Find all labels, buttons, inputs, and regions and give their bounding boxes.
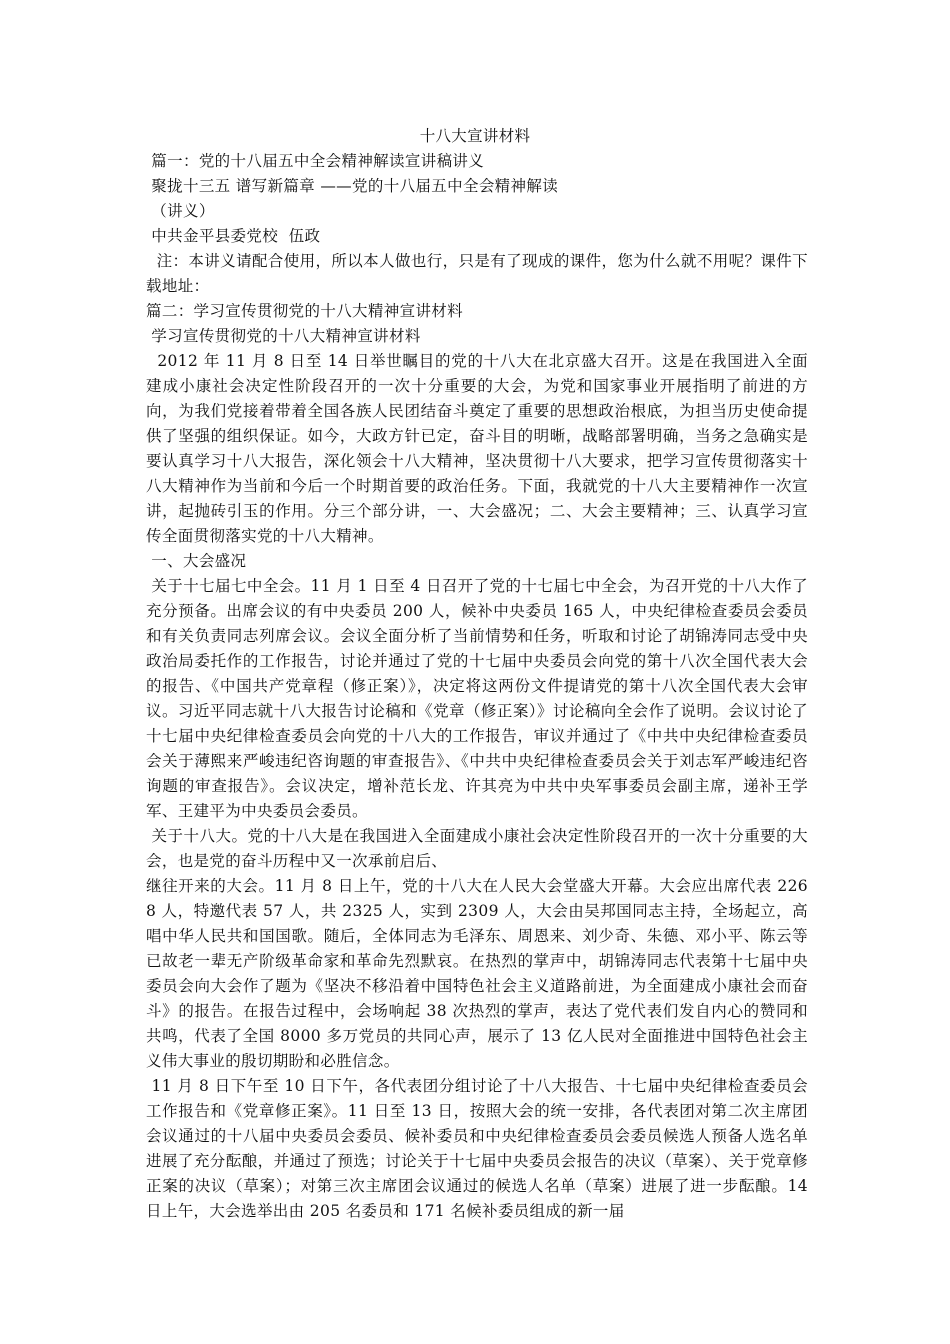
paragraph-part-one-heading: 篇一：党的十八届五中全会精神解读宣讲稿讲义 xyxy=(146,152,485,170)
document-title: 十八大宣讲材料 xyxy=(419,127,531,145)
paragraph-part-two-heading: 篇二：学习宣传贯彻党的十八大精神宣讲材料 xyxy=(146,302,464,320)
document-body xyxy=(146,149,814,1224)
paragraph-seventh-plenum: 关于十七届七中全会。11 月 1 日至 4 日召开了党的十七届七中全会，为召开党的十八大作了充分预备。出席会议的有中央委员 200 人，候补中央委员 165 人，中央纪律检查委员会委员和有关负责同志列席会议。会议全面分析了当前情势和任务，听取和讨论了胡锦涛同志受中央政治局委托作的工作报告，讨论并通过了党的十七届中央委员会向党的第十八次全国代表大会的报告、《中国共产党章程（修正案）》，决定将这两份文件提请党的第十八次全国代表大会审议。习近平同志就十八大报告讨论稿和《党章（修正案）》讨论稿向全会作了说明。会议讨论了十七届中央纪律检查委员会向党的十八大的工作报告，审议并通过了《中共中央纪律检查委员会关于薄熙来严峻违纪咨询题的审查报告》、《中共中央纪律检查委员会关于刘志军严峻违纪咨询题的审查报告》。会议决定，增补范长龙、许其亮为中共中央军事委员会副主席，递补王学军、王建平为中央委员会委员。 xyxy=(146,577,809,820)
paragraph-material-title: 学习宣传贯彻党的十八大精神宣讲材料 xyxy=(146,327,421,345)
paragraph-author: 中共金平县委党校 伍政 xyxy=(146,227,321,245)
paragraph-eighteenth-congress: 关于十八大。党的十八大是在我国进入全面建成小康社会决定性阶段召开的一次十分重要的大会，也是党的奋斗历程中又一次承前启后、 xyxy=(146,827,808,870)
section-heading-congress-overview: 一、大会盛况 xyxy=(146,552,247,570)
paragraph-lecture-note: （讲义） xyxy=(146,202,215,220)
paragraph-lecture-title: 聚拢十三五 谱写新篇章 ——党的十八届五中全会精神解读 xyxy=(146,177,559,195)
paragraph-opening-ceremony: 继往开来的大会。11 月 8 日上午，党的十八大在人民大会堂盛大开幕。大会应出席代表 2268 人，特邀代表 57 人，共 2325 人，实到 2309 人，大会由吴邦国同志主持，全场起立，高唱中华人民共和国国歌。随后，全体同志为毛泽东、周恩来、刘少奇、朱德、邓小平、陈云等已故老一辈无产阶级革命家和革命先烈默哀。在热烈的掌声中，胡锦涛同志代表第十七届中央委员会向大会作了题为《坚决不移沿着中国特色社会主义道路前进，为全面建成小康社会而奋斗》的报告。在报告过程中，会场响起 38 次热烈的掌声，表达了党代表们发自内心的赞同和共鸣，代表了全国 8000 多万党员的共同心声，展示了 13 亿人民对全面推进中国特色社会主义伟大事业的殷切期盼和必胜信念。 xyxy=(146,877,808,1070)
paragraph-group-discussions: 11 月 8 日下午至 10 日下午，各代表团分组讨论了十八大报告、十七届中央纪律检查委员会工作报告和《党章修正案》。11 日至 13 日，按照大会的统一安排，各代表团对第二次主席团会议通过的十八届中央委员会委员、候补委员和中央纪律检查委员会委员候选人预备人选名单进展了充分酝酿，并通过了预选；讨论关于十七届中央委员会报告的决议（草案）、关于党章修正案的决议（草案）；对第三次主席团会议通过的候选人名单（草案）进展了进一步酝酿。14 日上午，大会选举出由 205 名委员和 171 名候补委员组成的新一届 xyxy=(146,1077,814,1220)
paragraph-download-note: 注：本讲义请配合使用，所以本人做也行，只是有了现成的课件，您为什么就不用呢？课件下载地址： xyxy=(146,252,808,295)
paragraph-introduction: 2012 年 11 月 8 日至 14 日举世瞩目的党的十八大在北京盛大召开。这是在我国进入全面建成小康社会决定性阶段召开的一次十分重要的大会，为党和国家事业开展指明了前进的方向，为我们党接着带着全国各族人民团结奋斗奠定了重要的思想政治根底，为担当历史使命提供了坚强的组织保证。如今，大政方针已定，奋斗目的明晰，战略部署明确，当务之急确实是要认真学习十八大报告，深化领会十八大精神，坚决贯彻十八大要求，把学习宣传贯彻落实十八大精神作为当前和今后一个时期首要的政治任务。下面，我就党的十八大主要精神作一次宣讲，起抛砖引玉的作用。分三个部分讲，一、大会盛况；二、大会主要精神；三、认真学习宣传全面贯彻落实党的十八大精神。 xyxy=(146,352,808,545)
